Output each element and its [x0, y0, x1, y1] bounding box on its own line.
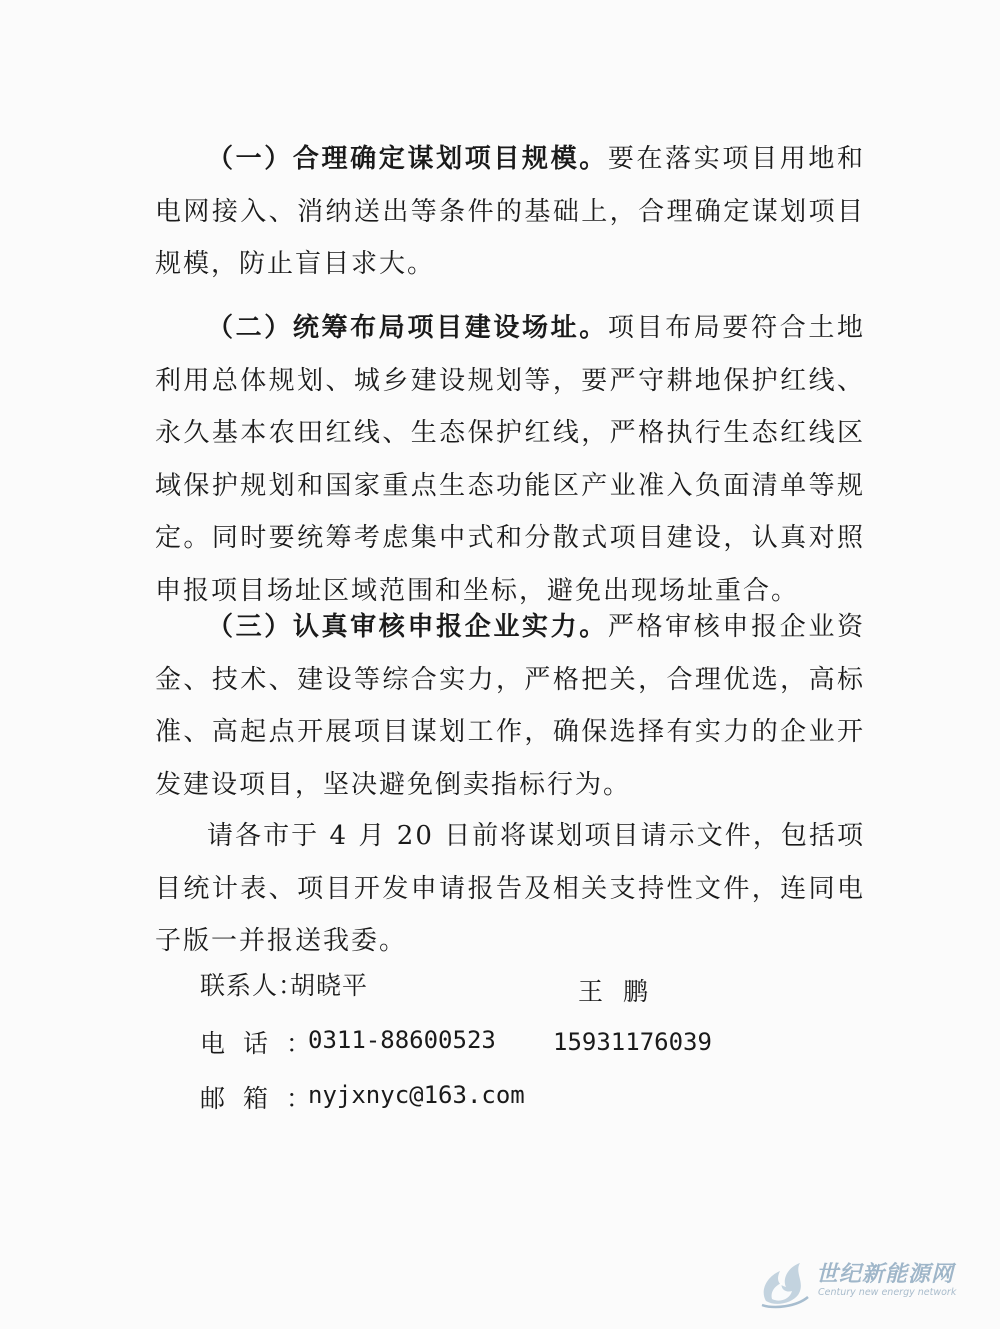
phone-value-2: 15931176039 [553, 1028, 712, 1056]
contact-name-1: 胡晓平 [290, 971, 369, 1000]
flame-swirl-logo-icon [756, 1257, 812, 1309]
site-watermark [756, 1251, 986, 1315]
paragraph-1-heading: （一）合理确定谋划项目规模。 [207, 144, 608, 174]
paragraph-4-body: 请各市于 4 月 20 日前将谋划项目请示文件，包括项目统计表、项目开发申请报告及相关支持性文件，连同电子版一并报送我委。 [155, 821, 865, 956]
paragraph-2 [155, 302, 865, 617]
watermark-subtitle: Century new energy network [818, 1287, 957, 1298]
contact-name-2: 王鹏 [578, 977, 669, 1006]
phone-label: 电话： [200, 1029, 330, 1058]
paragraph-1 [155, 133, 865, 291]
paragraph-3 [155, 601, 865, 811]
email-value: nyjxnyc@163.com [308, 1081, 525, 1109]
paragraph-2-heading: （二）统筹布局项目建设场址。 [207, 313, 608, 343]
phone-value-1: 0311-88600523 [308, 1026, 496, 1054]
email-label: 邮箱： [200, 1084, 330, 1113]
contact-label: 联系人： [200, 971, 305, 1000]
paragraph-3-heading: （三）认真审核申报企业实力。 [207, 612, 608, 642]
paragraph-3-body: 严格审核申报企业资金、技术、建设等综合实力，严格把关，合理优选，高标准、高起点开展项目谋划工作，确保选择有实力的企业开发建设项目，坚决避免倒卖指标行为。 [155, 612, 865, 800]
paragraph-2-body: 项目布局要符合土地利用总体规划、城乡建设规划等，要严守耕地保护红线、永久基本农田红线、生态保护红线，严格执行生态红线区域保护规划和国家重点生态功能区产业准入负面清单等规定。同时要统筹考虑集中式和分散式项目建设，认真对照申报项目场址区域范围和坐标，避免出现场址重合。 [155, 313, 865, 606]
watermark-title: 世纪新能源网 [816, 1262, 955, 1287]
paragraph-1-body: 要在落实项目用地和电网接入、消纳送出等条件的基础上，合理确定谋划项目规模，防止盲目求大。 [155, 144, 865, 279]
paragraph-4 [155, 810, 865, 968]
